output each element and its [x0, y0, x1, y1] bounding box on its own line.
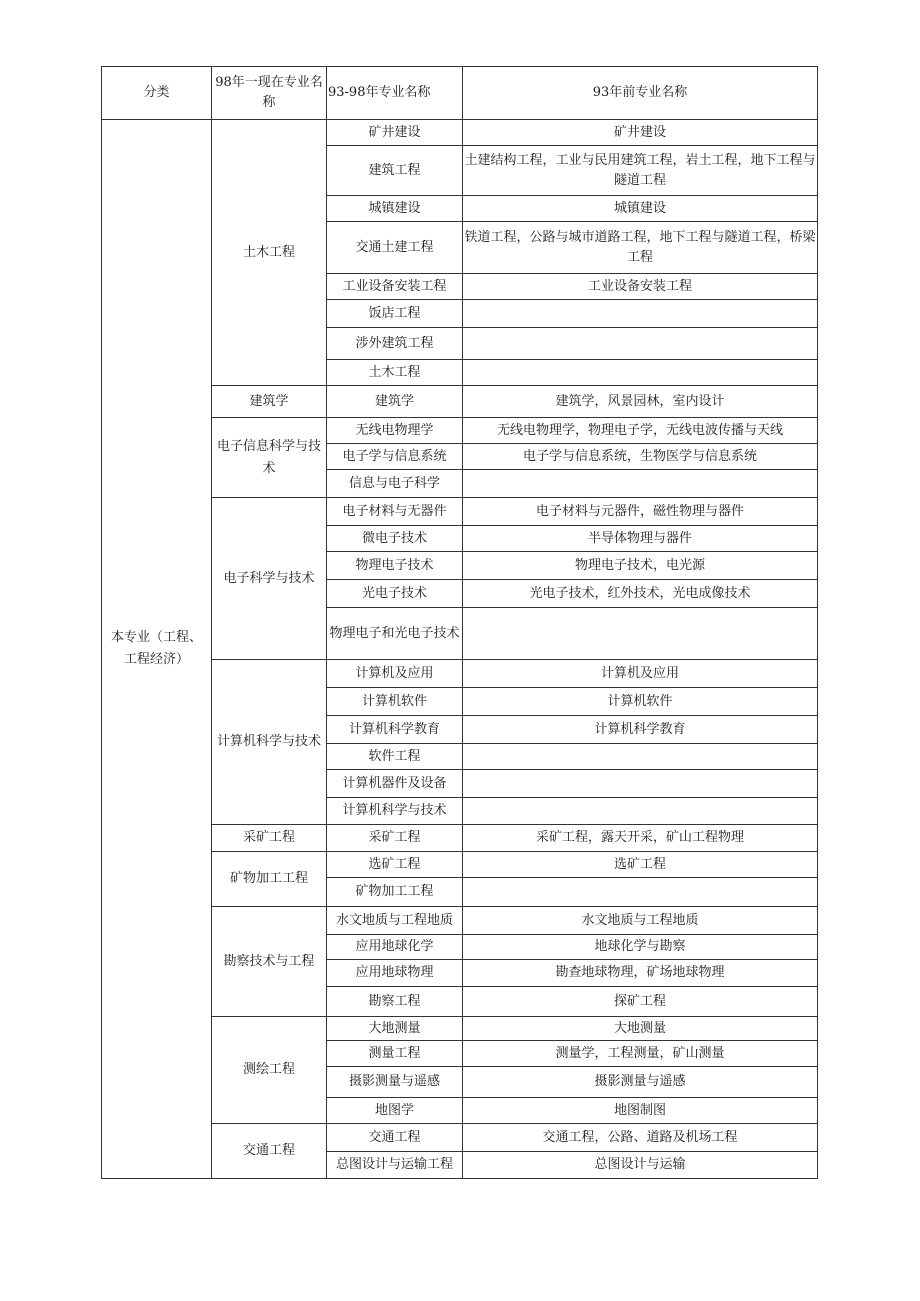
mid-period-major-cell: 水文地质与工程地质 [327, 907, 463, 935]
pre-1993-major-cell: 土建结构工程，工业与民用建筑工程，岩土工程，地下工程与隧道工程 [463, 146, 818, 196]
pre-1993-major-cell: 水文地质与工程地质 [463, 907, 818, 935]
mid-period-major-cell: 勘察工程 [327, 987, 463, 1017]
pre-1993-major-cell: 地球化学与勘察 [463, 935, 818, 960]
pre-1993-major-cell: 采矿工程，露天开采，矿山工程物理 [463, 825, 818, 852]
pre-1993-major-cell: 半导体物理与器件 [463, 526, 818, 552]
pre-1993-major-cell: 计算机软件 [463, 688, 818, 716]
mid-period-major-cell: 土木工程 [327, 360, 463, 386]
current-major-cell: 矿物加工工程 [212, 852, 327, 907]
mid-period-major-cell: 地图学 [327, 1098, 463, 1124]
mid-period-major-cell: 矿井建设 [327, 120, 463, 146]
current-major-cell: 电子信息科学与技术 [212, 418, 327, 498]
pre-1993-major-cell [463, 300, 818, 328]
mid-period-major-cell: 物理电子和光电子技术 [327, 608, 463, 660]
pre-1993-major-cell: 地图制图 [463, 1098, 818, 1124]
mid-period-major-cell: 计算机器件及设备 [327, 770, 463, 798]
mid-period-major-cell: 微电子技术 [327, 526, 463, 552]
pre-1993-major-cell: 交通工程，公路、道路及机场工程 [463, 1124, 818, 1152]
mid-period-major-cell: 工业设备安装工程 [327, 274, 463, 300]
mid-period-major-cell: 摄影测量与遥感 [327, 1067, 463, 1098]
mid-period-major-cell: 信息与电子科学 [327, 470, 463, 498]
pre-1993-major-cell: 大地测量 [463, 1017, 818, 1041]
mid-period-major-cell: 建筑工程 [327, 146, 463, 196]
mid-period-major-cell: 电子学与信息系统 [327, 444, 463, 470]
specialty-name-table [101, 66, 818, 1179]
mid-period-major-cell: 计算机软件 [327, 688, 463, 716]
pre-1993-major-cell: 工业设备安装工程 [463, 274, 818, 300]
mid-period-major-cell: 选矿工程 [327, 852, 463, 878]
mid-period-major-cell: 计算机科学教育 [327, 716, 463, 744]
pre-1993-major-cell: 总图设计与运输 [463, 1152, 818, 1179]
current-major-cell: 采矿工程 [212, 825, 327, 852]
current-major-cell: 交通工程 [212, 1124, 327, 1179]
table-header-row [102, 67, 818, 120]
pre-1993-major-cell [463, 798, 818, 825]
pre-1993-major-cell: 电子学与信息系统，生物医学与信息系统 [463, 444, 818, 470]
table-body [102, 120, 818, 1179]
pre-1993-major-cell: 探矿工程 [463, 987, 818, 1017]
pre-1993-major-cell: 计算机及应用 [463, 660, 818, 688]
mid-period-major-cell: 交通土建工程 [327, 222, 463, 274]
header-current-major: 98年一现在专业名称 [212, 67, 327, 120]
mid-period-major-cell: 饭店工程 [327, 300, 463, 328]
mid-period-major-cell: 城镇建设 [327, 196, 463, 222]
header-1993-1998-major: 93-98年专业名称 [327, 67, 463, 120]
pre-1993-major-cell: 光电子技术，红外技术，光电成像技术 [463, 580, 818, 608]
current-major-cell: 建筑学 [212, 386, 327, 418]
mid-period-major-cell: 建筑学 [327, 386, 463, 418]
pre-1993-major-cell [463, 360, 818, 386]
pre-1993-major-cell: 测量学，工程测量，矿山测量 [463, 1041, 818, 1067]
pre-1993-major-cell [463, 770, 818, 798]
mid-period-major-cell: 交通工程 [327, 1124, 463, 1152]
mid-period-major-cell: 应用地球物理 [327, 960, 463, 987]
header-pre-1993-major: 93年前专业名称 [463, 67, 818, 120]
mid-period-major-cell: 电子材料与无器件 [327, 498, 463, 526]
pre-1993-major-cell [463, 744, 818, 770]
category-cell: 本专业（工程、工程经济） [102, 120, 212, 1179]
pre-1993-major-cell: 计算机科学教育 [463, 716, 818, 744]
pre-1993-major-cell: 城镇建设 [463, 196, 818, 222]
mid-period-major-cell: 软件工程 [327, 744, 463, 770]
specialty-table-sheet [101, 66, 818, 1179]
mid-period-major-cell: 测量工程 [327, 1041, 463, 1067]
current-major-cell: 电子科学与技术 [212, 498, 327, 660]
mid-period-major-cell: 无线电物理学 [327, 418, 463, 444]
current-major-cell: 勘察技术与工程 [212, 907, 327, 1017]
current-major-cell: 土木工程 [212, 120, 327, 386]
current-major-cell: 计算机科学与技术 [212, 660, 327, 825]
pre-1993-major-cell [463, 878, 818, 907]
mid-period-major-cell: 光电子技术 [327, 580, 463, 608]
mid-period-major-cell: 应用地球化学 [327, 935, 463, 960]
mid-period-major-cell: 物理电子技术 [327, 552, 463, 580]
header-category: 分类 [102, 67, 212, 120]
pre-1993-major-cell [463, 470, 818, 498]
pre-1993-major-cell: 选矿工程 [463, 852, 818, 878]
pre-1993-major-cell [463, 608, 818, 660]
mid-period-major-cell: 矿物加工工程 [327, 878, 463, 907]
table-row [102, 120, 818, 146]
pre-1993-major-cell: 无线电物理学，物理电子学，无线电波传播与天线 [463, 418, 818, 444]
pre-1993-major-cell: 建筑学，风景园林，室内设计 [463, 386, 818, 418]
mid-period-major-cell: 采矿工程 [327, 825, 463, 852]
mid-period-major-cell: 总图设计与运输工程 [327, 1152, 463, 1179]
pre-1993-major-cell: 铁道工程，公路与城市道路工程，地下工程与隧道工程，桥梁工程 [463, 222, 818, 274]
mid-period-major-cell: 涉外建筑工程 [327, 328, 463, 360]
mid-period-major-cell: 大地测量 [327, 1017, 463, 1041]
pre-1993-major-cell [463, 328, 818, 360]
pre-1993-major-cell: 勘查地球物理，矿场地球物理 [463, 960, 818, 987]
pre-1993-major-cell: 物理电子技术，电光源 [463, 552, 818, 580]
pre-1993-major-cell: 矿井建设 [463, 120, 818, 146]
pre-1993-major-cell: 电子材料与元器件，磁性物理与器件 [463, 498, 818, 526]
mid-period-major-cell: 计算机科学与技术 [327, 798, 463, 825]
pre-1993-major-cell: 摄影测量与遥感 [463, 1067, 818, 1098]
mid-period-major-cell: 计算机及应用 [327, 660, 463, 688]
current-major-cell: 测绘工程 [212, 1017, 327, 1124]
